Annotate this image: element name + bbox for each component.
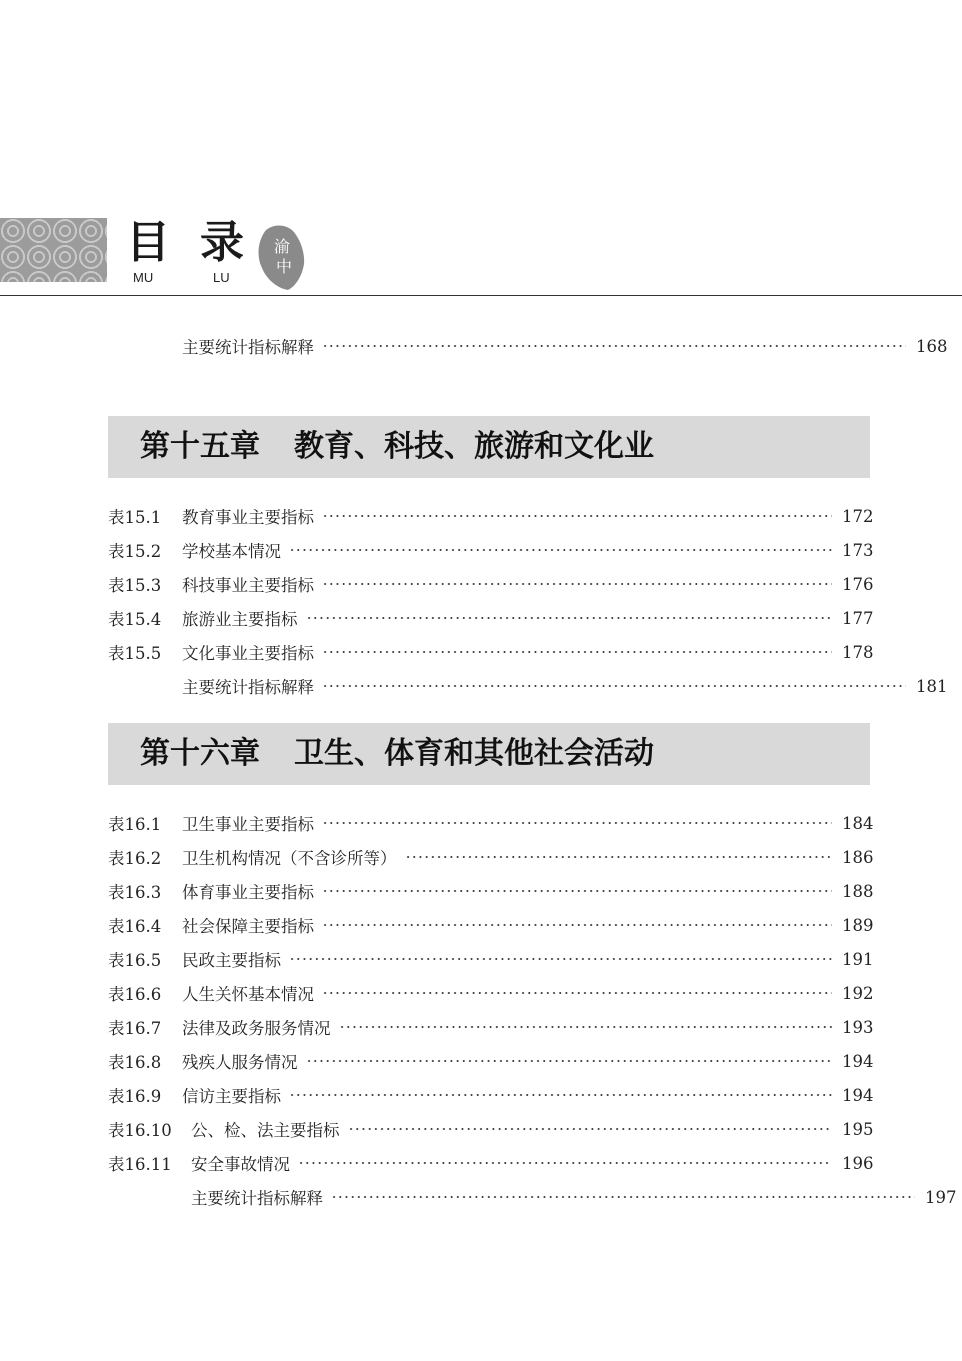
toc-entry-title: 社会保障主要指标 [182, 917, 314, 936]
toc-entry[interactable] [108, 1184, 957, 1210]
toc-entry-title: 安全事故情况 [191, 1155, 290, 1174]
toc-leader-dots [322, 345, 906, 347]
toc-entry-number: 表16.11 [108, 1155, 172, 1174]
toc-leader-dots [322, 992, 832, 994]
toc-leader-dots [306, 617, 833, 619]
toc-entry-page: 193 [842, 1017, 874, 1037]
toc-entry[interactable] [108, 1082, 874, 1108]
toc-entry-page: 186 [842, 847, 874, 867]
toc-entry-number: 表15.5 [108, 644, 162, 663]
toc-entry-number: 表16.8 [108, 1053, 162, 1072]
toc-entry-title: 民政主要指标 [182, 951, 281, 970]
toc-entry-page: 173 [842, 540, 874, 560]
toc-entry-title: 文化事业主要指标 [182, 644, 314, 663]
toc-entry-title: 主要统计指标解释 [182, 678, 314, 697]
svg-text:渝: 渝 [273, 237, 291, 256]
toc-entry-title: 信访主要指标 [182, 1087, 281, 1106]
toc-entry[interactable] [108, 333, 948, 359]
toc-entry-page: 178 [842, 642, 874, 662]
svg-text:中: 中 [275, 257, 293, 276]
toc-entry[interactable] [108, 1048, 874, 1074]
toc-entry-title: 卫生事业主要指标 [182, 815, 314, 834]
toc-entry-title: 公、检、法主要指标 [191, 1121, 340, 1140]
toc-entry-number: 表16.10 [108, 1121, 172, 1140]
chapter-name: 教育、科技、旅游和文化业 [294, 429, 654, 464]
header-decorative-pattern [0, 218, 107, 282]
toc-entry-number: 表15.4 [108, 610, 162, 629]
toc-entry[interactable] [108, 912, 874, 938]
toc-entry[interactable] [108, 605, 874, 631]
toc-entry-number: 表16.4 [108, 917, 162, 936]
header-divider [0, 295, 962, 296]
toc-entry[interactable] [108, 844, 874, 870]
toc-entry-number: 表16.2 [108, 849, 162, 868]
toc-leader-dots [348, 1128, 833, 1130]
toc-leader-dots [289, 958, 832, 960]
toc-leader-dots [322, 890, 832, 892]
chapter-heading [108, 723, 870, 785]
toc-entry-number: 表15.1 [108, 508, 162, 527]
toc-leader-dots [298, 1162, 832, 1164]
toc-entry-page: 189 [842, 915, 874, 935]
toc-entry-number: 表16.6 [108, 985, 162, 1004]
toc-entry[interactable] [108, 503, 874, 529]
page-title-mu: 目 [126, 217, 172, 268]
toc-entry-title: 人生关怀基本情况 [182, 985, 314, 1004]
toc-entry-number: 表16.3 [108, 883, 162, 902]
toc-leader-dots [322, 515, 832, 517]
toc-leader-dots [405, 856, 833, 858]
toc-entry-title: 旅游业主要指标 [182, 610, 298, 629]
toc-entry[interactable] [108, 537, 874, 563]
toc-leader-dots [322, 924, 832, 926]
toc-entry-title: 主要统计指标解释 [182, 338, 314, 357]
toc-entry-number: 表16.5 [108, 951, 162, 970]
toc-entry[interactable] [108, 571, 874, 597]
toc-leader-dots [322, 685, 906, 687]
toc-entry[interactable] [108, 1014, 874, 1040]
toc-entry-page: 188 [842, 881, 874, 901]
toc-entry-page: 197 [925, 1187, 957, 1207]
toc-leader-dots [331, 1196, 915, 1198]
toc-entry-number: 表16.9 [108, 1087, 162, 1106]
toc-entry-page: 168 [916, 336, 948, 356]
toc-entry-number: 表15.2 [108, 542, 162, 561]
toc-entry-title: 科技事业主要指标 [182, 576, 314, 595]
chapter-heading [108, 416, 870, 478]
toc-entry-page: 196 [842, 1153, 874, 1173]
toc-entry-title: 学校基本情况 [182, 542, 281, 561]
toc-entry[interactable] [108, 810, 874, 836]
chapter-name: 卫生、体育和其他社会活动 [294, 736, 654, 771]
chapter-label: 第十六章 [140, 736, 260, 771]
toc-leader-dots [289, 1094, 832, 1096]
toc-leader-dots [289, 549, 832, 551]
toc-entry[interactable] [108, 673, 948, 699]
toc-leader-dots [306, 1060, 833, 1062]
chapter-label: 第十五章 [140, 429, 260, 464]
toc-entry[interactable] [108, 878, 874, 904]
toc-entry-title: 法律及政务服务情况 [182, 1019, 331, 1038]
toc-entry-title: 主要统计指标解释 [191, 1189, 323, 1208]
toc-entry-page: 191 [842, 949, 874, 969]
toc-entry-title: 教育事业主要指标 [182, 508, 314, 527]
toc-entry[interactable] [108, 639, 874, 665]
toc-entry-page: 177 [842, 608, 874, 628]
toc-entry-page: 176 [842, 574, 874, 594]
toc-entry-title: 残疾人服务情况 [182, 1053, 298, 1072]
toc-entry[interactable] [108, 1150, 874, 1176]
toc-entry-number: 表16.7 [108, 1019, 162, 1038]
toc-leader-dots [339, 1026, 833, 1028]
toc-leader-dots [322, 651, 832, 653]
toc-entry-page: 192 [842, 983, 874, 1003]
toc-entry-title: 体育事业主要指标 [182, 883, 314, 902]
toc-leader-dots [322, 583, 832, 585]
pinyin-lu: LU [213, 270, 230, 285]
toc-leader-dots [322, 822, 832, 824]
toc-entry-page: 194 [842, 1051, 874, 1071]
toc-entry[interactable] [108, 946, 874, 972]
toc-entry-page: 184 [842, 813, 874, 833]
toc-entry-page: 181 [916, 676, 948, 696]
toc-entry-number: 表15.3 [108, 576, 162, 595]
page-title-lu: 录 [200, 217, 244, 268]
seal-logo-icon [256, 222, 306, 292]
toc-entry-page: 194 [842, 1085, 874, 1105]
toc-entry-title: 卫生机构情况（不含诊所等） [182, 849, 397, 868]
toc-entry-page: 172 [842, 506, 874, 526]
toc-entry-page: 195 [842, 1119, 874, 1139]
toc-entry-number: 表16.1 [108, 815, 162, 834]
pinyin-mu: MU [133, 270, 154, 285]
toc-entry[interactable] [108, 1116, 874, 1142]
toc-entry[interactable] [108, 980, 874, 1006]
